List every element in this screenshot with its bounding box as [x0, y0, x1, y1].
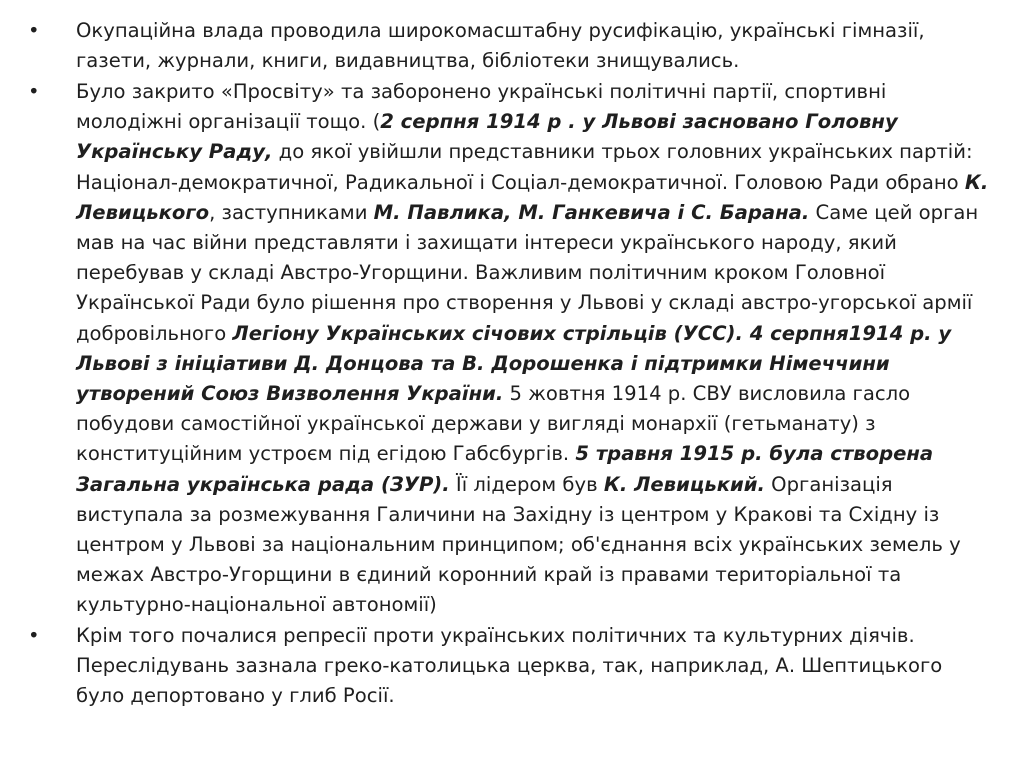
text-segment: Організація виступала за розмежування Галичини на Західну із центром у Кракові та Східну із центром у Львові за національним принципом; об'єднання всіх українських земель у межах Австро-Угорщини в єдиний коронний край із правами територіальної та культурно-національної автономії) [76, 472, 961, 617]
emphasis-segment: К. Левицького [76, 170, 989, 224]
text-segment: до якої увійшли представники трьох головних українських партій: Націонал-демократичної, Радикальної і Соціал-демократичної. Головою Ради обрано [76, 140, 973, 194]
text-segment: Окупаційна влада проводила широкомасштабну русифікацію, українські гімназії, газети, журнали, книги, видавництва, бібліотеки знищувались. [76, 19, 925, 73]
bullet-marker: • [28, 19, 40, 42]
emphasis-segment: М. Павлика, М. Ганкевича і С. Барана. [373, 200, 810, 224]
emphasis-segment: К. Левицький. [603, 472, 765, 496]
bullet-list [28, 16, 996, 712]
bullet-text [76, 19, 925, 72]
bullet-item-2 [28, 77, 996, 621]
emphasis-segment: Легіону Українських січових стрільців (УСС). 4 серпня1914 р. у Львові з ініціативи Д. Донцова та В. Дорошенка і підтримки Німеччини утворений Союз Визволення України. [76, 321, 952, 405]
emphasis-segment: 5 травня 1915 р. була створена Загальна українська рада (ЗУР). [76, 442, 934, 496]
bullet-marker: • [28, 79, 40, 103]
bullet-text [76, 80, 988, 616]
text-segment: Її лідером був [449, 472, 604, 496]
bullet-item-3 [28, 621, 996, 712]
text-segment: Було закрито «Просвіту» та заборонено українські політичні партії, спортивні молодіжні організації тощо. ( [76, 79, 887, 134]
bullet-text [76, 624, 942, 707]
text-segment: Крім того почалися репресії проти українських політичних та культурних діячів. Переслідувань зазнала греко-католицька церква, так, наприклад, А. Шептицького було депортовано у глиб Росії. [76, 624, 943, 708]
emphasis-segment: 2 серпня 1914 р . у Львові засновано Головну Українську Раду, [76, 110, 898, 164]
text-segment: , заступниками [209, 200, 374, 224]
bullet-marker: • [28, 624, 40, 648]
bullet-item-1 [28, 16, 996, 76]
text-segment: Саме цей орган мав на час війни представляти і захищати інтереси українського народу, який перебував у складі Австро-Угорщини. Важливим політичним кроком Головної Української Ради було рішення про створення у Львові у складі австро-угорської армії добровільного [76, 200, 979, 345]
text-segment: 5 жовтня 1914 р. СВУ висловила гасло побудови самостійної української держави у вигляді монархії (гетьманату) з конституційним устроєм під егідою Габсбургів. [76, 381, 911, 466]
